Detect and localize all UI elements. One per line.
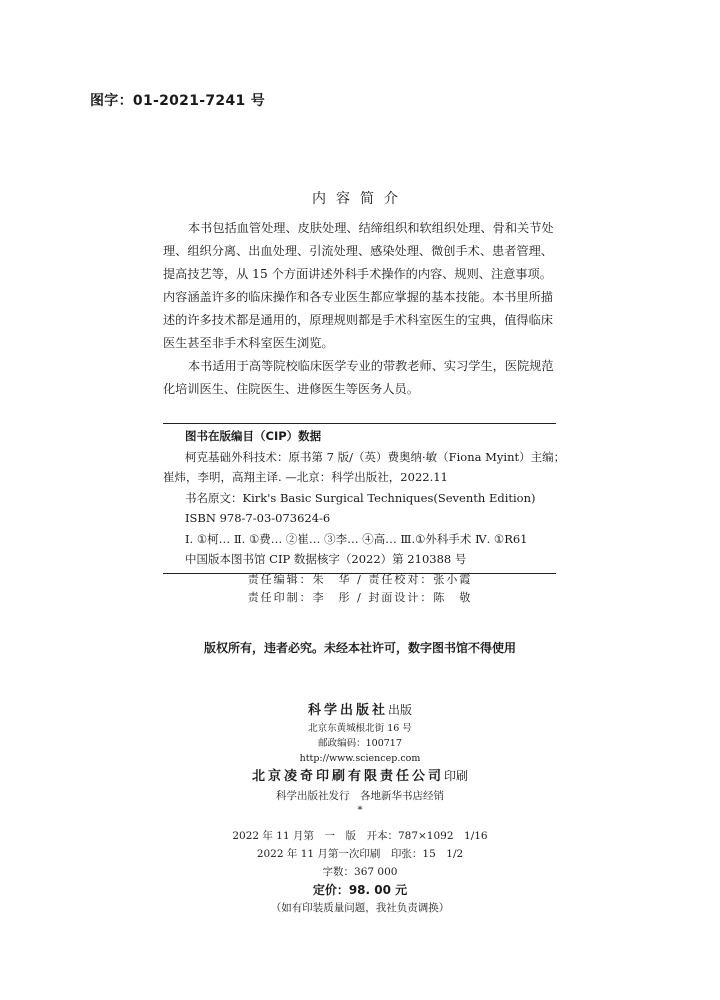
editor-line: 责任印制：李 彤 / 封面设计：陈 敬 [247, 591, 473, 604]
cip-heading: 图书在版编目（CIP）数据 [185, 429, 322, 443]
publisher-suffix: 出版 [388, 703, 413, 717]
cip-isbn: ISBN 978-7-03-073624-6 [185, 511, 331, 525]
editor-line: 责任编辑：朱 华 / 责任校对：张小霞 [247, 573, 473, 586]
editors-block [0, 571, 720, 607]
printer-line [0, 766, 720, 787]
word-count: 字数：367 000 [322, 866, 398, 878]
distribution: 科学出版社发行 各地新华书店经销 [276, 790, 444, 802]
registration-number: 图字：01-2021-7241 号 [90, 93, 266, 109]
cip-original-title: 书名原文：Kirk's Basic Surgical Techniques(Seventh Edition) [185, 490, 536, 505]
cip-title-line: 崔炜，李明，高翔主译. —北京：科学出版社，2022.11 [163, 470, 448, 484]
printing-line: 2022 年 11 月第一次印刷 印张：15 1/2 [256, 848, 464, 860]
summary-title: 内容简介 [312, 191, 408, 207]
cip-title-line: 柯克基础外科技术：原书第 7 版/（英）费奥纳·敏（Fiona Myint）主编； [185, 449, 566, 464]
cip-classification: Ⅰ. ①柯… Ⅱ. ①费… ②崔… ③李… ④高… Ⅲ.①外科手术 Ⅳ. ①R61 [185, 531, 528, 546]
printer-name: 北京凌奇印刷有限责任公司 [251, 769, 444, 784]
printer-suffix: 印刷 [444, 769, 469, 783]
postcode: 邮政编码：100717 [318, 738, 402, 749]
summary-paragraph: 本书适用于高等院校临床医学专业的带教老师、实习学生，医院规范化培训医生、住院医生、进修医生等医务人员。 [163, 359, 554, 396]
publisher-address: 北京东黄城根北街 16 号 [308, 723, 412, 734]
separator-star: * [357, 805, 363, 816]
publisher-name: 科学出版社 [307, 703, 388, 718]
website: http://www.sciencep.com [299, 753, 421, 764]
publisher-line [0, 700, 720, 721]
cip-number: 中国版本图书馆 CIP 数据核字（2022）第 210388 号 [185, 552, 467, 566]
copyright-notice: 版权所有，违者必究。未经本社许可，数字图书馆不得使用 [203, 641, 516, 655]
quality-note: （如有印装质量问题，我社负责调换） [270, 902, 450, 914]
price: 定价：98. 00 元 [312, 883, 408, 897]
edition-line: 2022 年 11 月第 一 版 开本：787×1092 1/16 [232, 830, 488, 842]
cip-data-block [163, 423, 566, 574]
colophon [0, 700, 720, 917]
summary-section [163, 217, 563, 401]
summary-paragraph: 本书包括血管处理、皮肤处理、结缔组织和软组织处理、骨和关节处理、组织分离、出血处理、引流处理、感染处理、微创手术、患者管理、提高技艺等，从 15 个方面讲述外科手术操作的内容、规则、注意事项。内容涵盖许多的临床操作和各专业医生都应掌握的基本技能。本书里所描述的许多技术都是通用的，原理规则都是手术科室医生的宝典，值得临床医生甚至非手术科室医生浏览。 [163, 221, 554, 350]
